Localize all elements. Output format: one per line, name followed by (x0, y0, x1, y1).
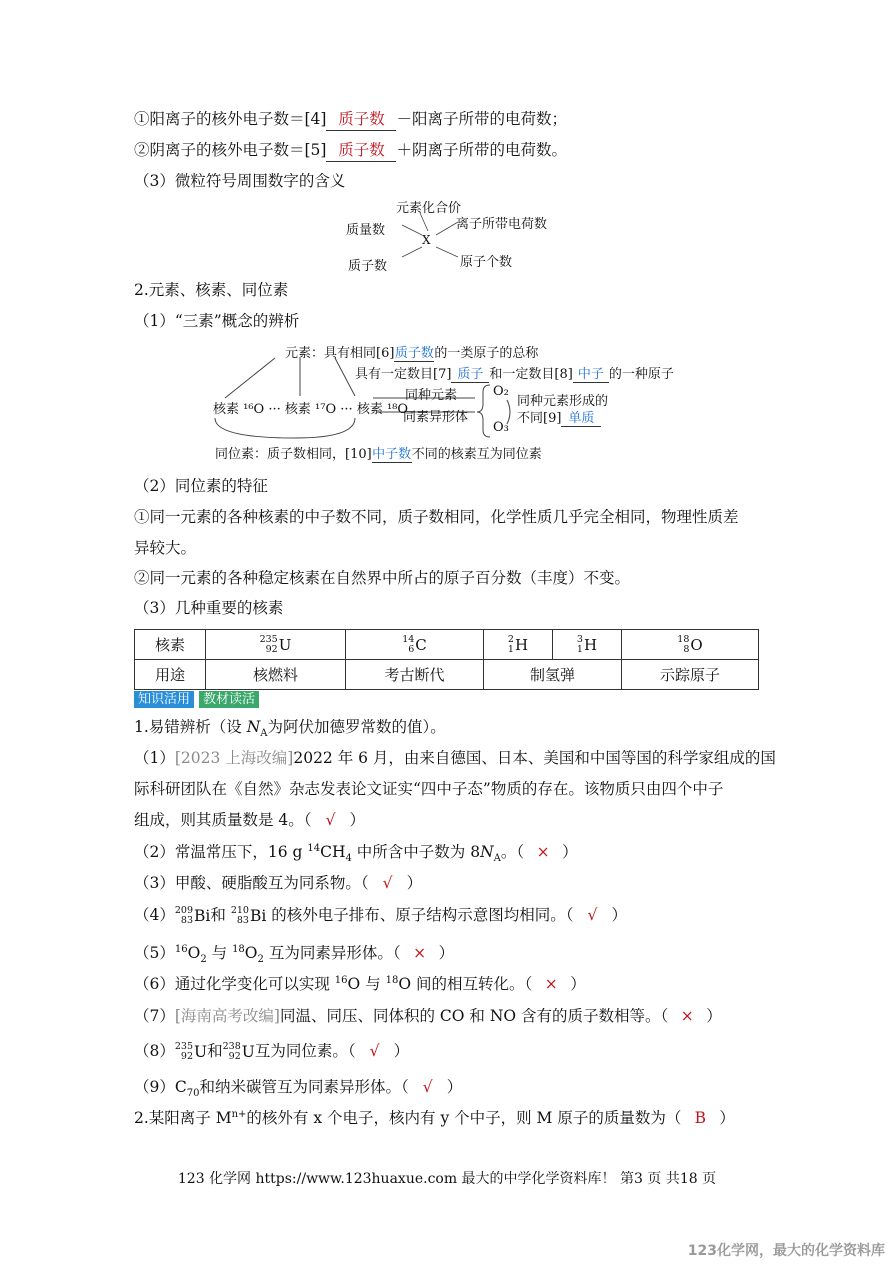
answer-mark: √ (369, 1042, 380, 1060)
q1-item-9: $(9)C_{70}$和纳米碳管互为同素异形体。（ √ ） (134, 1078, 463, 1100)
subsection-title: （2）同位素的特征 (134, 477, 268, 495)
nuclide-u235: 235 92 U (206, 630, 346, 660)
answer-mark: B (694, 1109, 707, 1127)
element-symbol: X (422, 233, 431, 247)
label-mass-number: 质量数 (346, 223, 386, 238)
q1-item-1-cont: 际科研团队在《自然》杂志发表论文证实“四中子态”物质的存在。该物质只由四个中子 (134, 780, 724, 798)
watermark: 123化学网，最大的化学资料库 (687, 1243, 885, 1259)
table-header-use: 用途 (135, 660, 206, 690)
feature-2: ②同一元素的各种稳定核素在自然界中所占的原子百分数（丰度）不变。 (134, 569, 631, 587)
answer-mark: √ (325, 811, 336, 829)
q1-item-1: （1）[2023 上海改编]2022 年 6 月，由来自德国、日本、美国和中国等国的科学家组成的国 (134, 749, 776, 767)
q1-item-3: （3）甲酸、硬脂酸互为同系物。（ √ ） (134, 874, 423, 892)
label-proton-number: 质子数 (348, 259, 388, 274)
tag-textbook: 教材读活 (199, 691, 259, 708)
three-concepts-diagram (205, 340, 695, 465)
source-tag: [海南高考改编] (174, 1007, 280, 1025)
answer-mark: √ (382, 874, 393, 892)
q1-item-1-cont2: 组成，则其质量数是 4。（ √ ） (134, 811, 366, 829)
label-valence: 元素化合价 (396, 201, 462, 216)
allotrope-label: 同素异形体 (403, 410, 469, 425)
o3-label: O₃ (493, 420, 509, 435)
nuclide-definition: 具有一定数目[7] 质子 和一定数目[8] 中子 的一种原子 (355, 363, 674, 383)
answer-mark: √ (422, 1078, 433, 1096)
section-title: 2.元素、核素、同位素 (134, 281, 289, 299)
electron-rule-cation: ①阳离子的核外电子数＝[4] 质子数 －阳离子所带的电荷数； (134, 108, 567, 131)
o2-label: O₂ (493, 384, 509, 399)
answer-mark: × (536, 843, 550, 861)
answer-mark: √ (587, 906, 598, 924)
nuclide-h3: 3 1 H (553, 630, 622, 660)
source-tag: [2023 上海改编] (174, 749, 294, 767)
allotrope-definition-1: 同种元素形成的 (517, 394, 609, 409)
table-row (135, 630, 759, 660)
label-atom-count: 原子个数 (460, 255, 513, 270)
answer-mark: × (680, 1007, 694, 1025)
answer-fill: 单质 (561, 407, 601, 427)
q1-item-4: （4） 209 83 Bi 和 210 83 Bi 的核外电子排布、原子结构示意图均相同。（ √ ） (134, 905, 628, 926)
tag-knowledge: 知识活用 (134, 691, 194, 708)
nuclide-table (134, 629, 759, 690)
q1-item-6: （6）通过化学变化可以实现 $^{16}$O 与 $^{18}$O 间的相互转化。（ × ） (134, 974, 586, 993)
feature-1: ①同一元素的各种核素的中子数不同，质子数相同，化学性质几乎完全相同，物理性质差 (134, 508, 739, 526)
answer-mark: × (413, 944, 427, 962)
answer-fill: 质子数 (394, 342, 434, 362)
table-cell: 核燃料 (206, 660, 346, 690)
same-element-label: 同种元素 (405, 388, 458, 403)
table-row (135, 660, 759, 690)
table-cell: 制氢弹 (484, 660, 622, 690)
q1-item-5: $(5)^{16}O_2$ 与 $^{18}O_2$ 互为同素异形体。（ × ） (134, 943, 455, 966)
label-ion-charge: 离子所带电荷数 (456, 217, 548, 232)
answer-fill: 质子数 (326, 108, 396, 131)
subsection-title: （1）“三素”概念的辨析 (134, 312, 300, 330)
answer-mark: × (544, 975, 558, 993)
answer-fill: 中子数 (372, 443, 412, 463)
element-definition: 元素：具有相同[6]质子数的一类原子的总称 (285, 342, 538, 362)
nuclide-o18: 18 8 O (622, 630, 759, 660)
table-cell: 考古断代 (346, 660, 484, 690)
nuclide-h2: 2 1 H (484, 630, 553, 660)
feature-1-cont: 异较大。 (134, 539, 197, 557)
question-1-title: 1.易错辨析（设 $N_A$为阿伏加德罗常数的值）。 (134, 718, 446, 740)
table-header-nuclide: 核素 (135, 630, 206, 660)
nuclide-c14: 14 6 C (346, 630, 484, 660)
allotrope-definition-2: 不同[9] 单质 (517, 407, 601, 427)
electron-rule-anion: ②阴离子的核外电子数＝[5] 质子数 ＋阴离子所带的电荷数。 (134, 139, 567, 162)
section-title: （3）微粒符号周围数字的含义 (134, 172, 346, 190)
nuclide-list: 核素 ¹⁶O ··· 核素 ¹⁷O ··· 核素 ¹⁸O (213, 402, 409, 417)
answer-fill: 质子数 (326, 139, 396, 162)
answer-fill: 中子 (573, 363, 609, 383)
q1-item-7: （7）[海南高考改编]同温、同压、同体积的 CO 和 NO 含有的质子数相等。（ × ） (134, 1007, 722, 1025)
isotope-definition: 同位素：质子数相同，[10]中子数不同的核素互为同位素 (215, 443, 542, 463)
subsection-title: （3）几种重要的核素 (134, 599, 284, 617)
q1-item-2: （2）常温常压下，16 g $^{14}CH_4$ 中所含中子数为 $8N_A$。（ × ） (134, 842, 578, 865)
table-cell: 示踪原子 (622, 660, 759, 690)
symbol-diagram (340, 195, 560, 275)
answer-fill: 质子 (451, 363, 489, 383)
question-2: 2.某阳离子 $M^{n+}$的核外有 x 个电子，核内有 y 个中子，则 M 原子的质量数为（ B ） (134, 1108, 735, 1127)
page-footer: 123 化学网 https://www.123huaxue.com 最大的中学化学资料库！ 第3 页 共18 页 (177, 1171, 717, 1187)
q1-item-8: （8） 235 92 U 和 238 92 U 互为同位素。（ √ ） (134, 1041, 410, 1062)
